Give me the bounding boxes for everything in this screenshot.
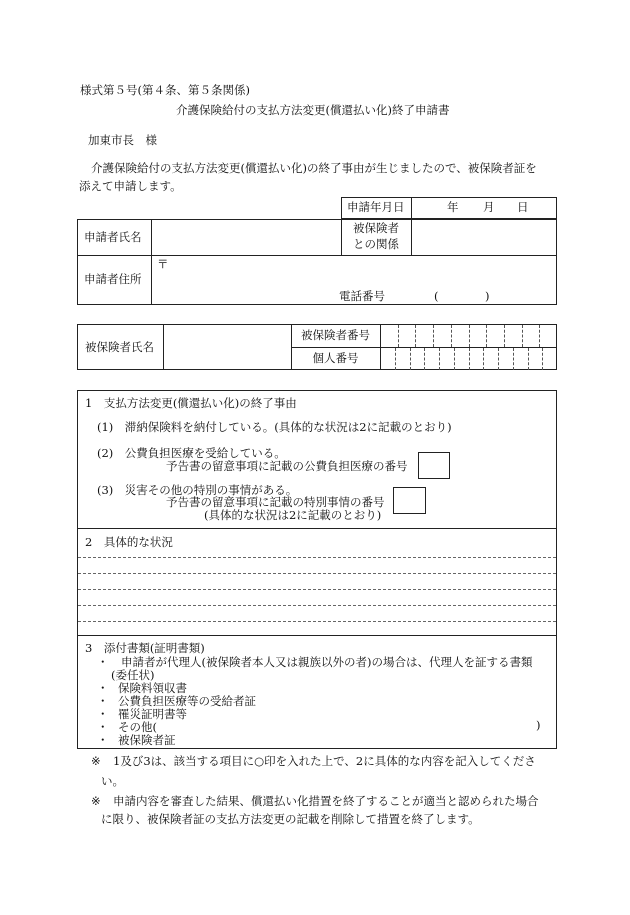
- date-day[interactable]: 日: [517, 200, 529, 214]
- section1-heading: 1 支払方法変更(償還払い化)の終了事由: [85, 396, 297, 410]
- intro-text-2: 添えて申請します。: [79, 179, 182, 193]
- addressee: 加東市長 様: [88, 133, 157, 147]
- attachment-item-1[interactable]: 申請者が代理人(被保険者本人又は親族以外の者)の場合は、代理人を証する書類: [121, 655, 533, 669]
- note-2: 申請内容を審査した結果、償還払い化措置を終了することが適当と認められた場合: [113, 794, 539, 808]
- personal-number-digits[interactable]: [381, 348, 557, 370]
- attachment-item-6[interactable]: 被保険者証: [118, 733, 176, 747]
- note-mark: ※: [91, 794, 101, 808]
- attachment-item-2[interactable]: 保険料領収書: [118, 681, 187, 695]
- form-title: 介護保険給付の支払方法変更(償還払い化)終了申請書: [176, 103, 450, 117]
- insured-number-digits[interactable]: [381, 325, 557, 347]
- relation-field[interactable]: [412, 220, 556, 254]
- postal-mark: 〒: [157, 257, 169, 271]
- reason-item-3-note: (具体的な状況は2に記載のとおり): [204, 508, 382, 522]
- personal-number-label: 個人番号: [312, 351, 359, 365]
- phone-open-paren: (: [434, 289, 439, 303]
- insured-name-label: 被保険者氏名: [85, 340, 154, 354]
- bullet: ・: [97, 720, 109, 734]
- attachment-item-1-cont: (委任状): [111, 668, 155, 682]
- date-year[interactable]: 年: [447, 200, 459, 214]
- bullet: ・: [97, 655, 109, 669]
- special-circumstance-number-box[interactable]: [393, 487, 426, 514]
- note-1-cont: い。: [101, 774, 124, 788]
- applicant-name-field[interactable]: [152, 220, 340, 254]
- attachment-item-5-close: ): [536, 718, 541, 732]
- date-month[interactable]: 月: [483, 200, 495, 214]
- reason-item-3[interactable]: (3) 災害その他の特別の事情がある。: [97, 483, 298, 497]
- section3-heading: 3 添付書類(証明書類): [85, 641, 205, 655]
- applicant-name-label: 申請者氏名: [84, 230, 142, 244]
- bullet: ・: [97, 694, 109, 708]
- relation-label: 被保険者: [353, 221, 399, 235]
- attachment-item-5[interactable]: その他(: [118, 720, 157, 734]
- reason-item-2[interactable]: (2) 公費負担医療を受給している。: [97, 446, 286, 460]
- bullet: ・: [97, 733, 109, 747]
- relation-label-2: との関係: [353, 237, 399, 251]
- phone-label: 電話番号: [339, 289, 385, 303]
- section2-heading: 2 具体的な状況: [85, 535, 173, 549]
- bullet: ・: [97, 681, 109, 695]
- note-1: 1及び3は、該当する項目に○印を入れた上で、2に具体的な内容を記入してくださ: [113, 754, 536, 768]
- insured-number-label: 被保険者番号: [301, 328, 370, 342]
- note-mark: ※: [91, 754, 101, 768]
- reason-item-3-sub: 予告書の留意事項に記載の特別事情の番号: [166, 495, 385, 509]
- attachment-item-3[interactable]: 公費負担医療等の受給者証: [118, 694, 256, 708]
- note-2-cont: に限り、被保険者証の支払方法変更の記載を削除して措置を終了します。: [101, 812, 480, 826]
- phone-close-paren: ): [485, 289, 490, 303]
- applicant-address-label: 申請者住所: [84, 272, 142, 286]
- reason-item-1[interactable]: (1) 滞納保険料を納付している。(具体的な状況は2に記載のとおり): [97, 420, 452, 434]
- bullet: ・: [97, 707, 109, 721]
- date-label: 申請年月日: [347, 200, 405, 214]
- insured-name-field[interactable]: [164, 325, 290, 369]
- intro-text: 介護保険給付の支払方法変更(償還払い化)の終了事由が生じましたので、被保険者証を: [91, 161, 537, 175]
- reason-item-2-sub: 予告書の留意事項に記載の公費負担医療の番号: [166, 459, 408, 473]
- public-medical-number-box[interactable]: [418, 452, 450, 479]
- form-number: 様式第５号(第４条、第５条関係): [80, 83, 250, 97]
- attachment-item-4[interactable]: 罹災証明書等: [118, 707, 187, 721]
